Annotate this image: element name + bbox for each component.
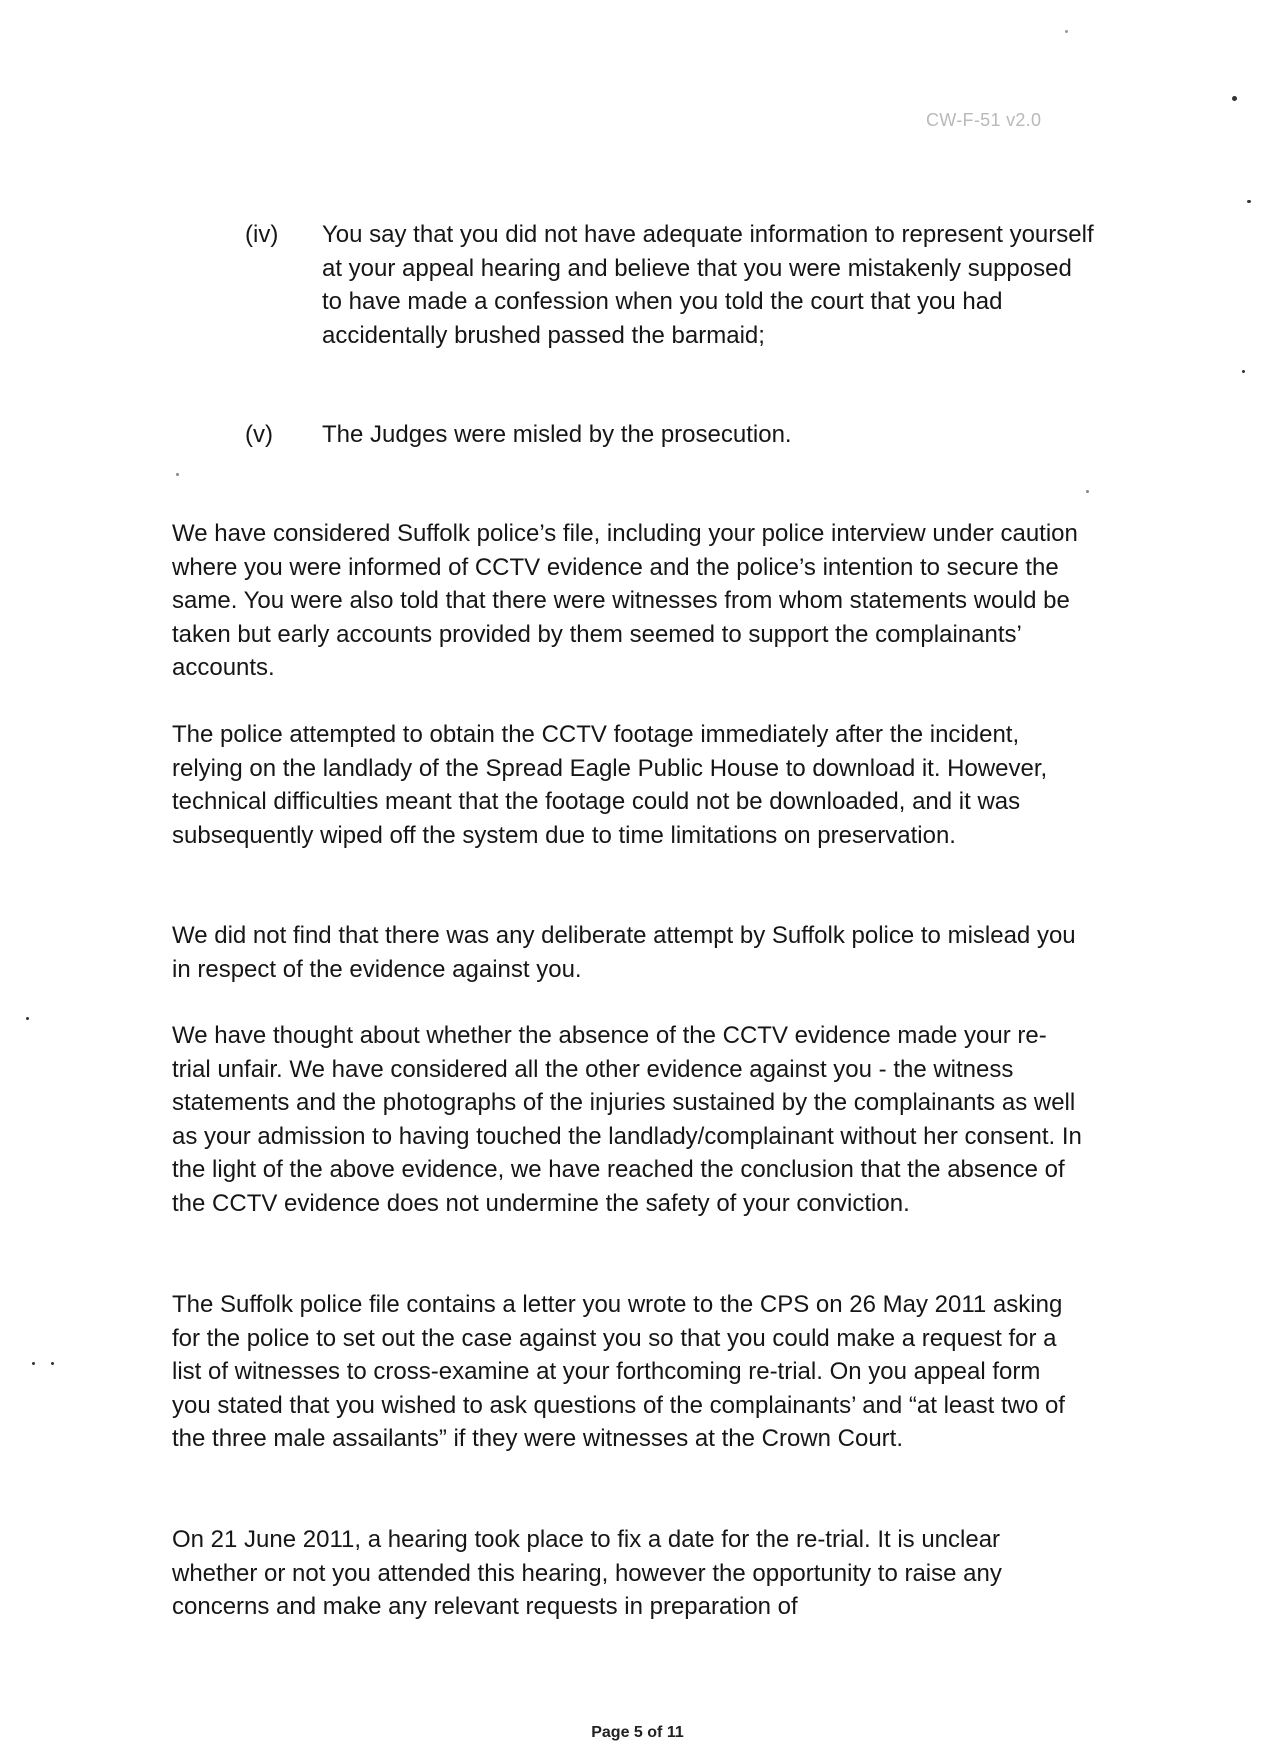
paragraph-retrial-fairness: We have thought about whether the absence of the CCTV evidence made your re-trial unfair. We have considered all the other evidence against you - the witness statements and the photographs of the injuries sustained by the complainants as well as your admission to having touched the landlady/complainant without her consent. In the light of the above evidence, we have reached the conclusion that the absence of the CCTV evidence does not undermine the safety of your conviction.	[172, 1022, 1082, 1217]
paragraph-no-deliberate-attempt: We did not find that there was any deliberate attempt by Suffolk police to mislead you in respect of the evidence against you.	[172, 922, 1076, 983]
list-item-iv	[245, 218, 1095, 352]
footer-page-number: 5	[633, 1724, 643, 1741]
page-footer	[0, 1724, 1275, 1742]
list-item-number: (iv)	[245, 221, 279, 248]
scan-speck	[1065, 30, 1068, 33]
scan-speck	[1086, 490, 1089, 493]
paragraph-cctv-footage: The police attempted to obtain the CCTV footage immediately after the incident, relying on the landlady of the Spread Eagle Public House to download it. However, technical difficulties meant that the footage could not be downloaded, and it was subsequently wiped off the system due to time limitations on preservation.	[172, 721, 1048, 849]
scan-speck	[51, 1362, 54, 1365]
footer-of-label: of	[647, 1724, 663, 1741]
footer-page-total: 11	[666, 1724, 684, 1741]
scan-speck	[1232, 96, 1237, 101]
paragraph-police-file: We have considered Suffolk police’s file, including your police interview under caution where you were informed of CCTV evidence and the police’s intention to secure the same. You were also told that there were witnesses from whom statements would be taken but early accounts provided by them seemed to support the complainants’ accounts.	[172, 520, 1078, 682]
scan-speck	[1242, 370, 1245, 373]
paragraph-letter-to-cps: The Suffolk police file contains a letter you wrote to the CPS on 26 May 2011 asking for the police to set out the case against you so that you could make a request for a list of witnesses to cross-examine at your forthcoming re-trial. On you appeal form you stated that you wished to ask questions of the complainants’ and “at least two of the three male assailants” if they were witnesses at the Crown Court.	[172, 1291, 1065, 1453]
list-item-text: You say that you did not have adequate information to represent yourself at your appeal hearing and believe that you were mistakenly supposed to have made a confession when you told the court that you had accidentally brushed passed the barmaid;	[322, 221, 1094, 349]
scan-speck	[26, 1017, 29, 1020]
paragraph-hearing-date: On 21 June 2011, a hearing took place to fix a date for the re-trial. It is unclear whether or not you attended this hearing, however the opportunity to raise any concerns and make any relevant requests in preparation of	[172, 1526, 1002, 1621]
scan-speck	[1247, 200, 1251, 203]
document-reference: CW-F-51 v2.0	[926, 110, 1042, 130]
footer-page-label: Page	[591, 1724, 630, 1741]
list-item-number: (v)	[245, 421, 273, 448]
scan-speck	[32, 1362, 35, 1365]
list-item-text: The Judges were misled by the prosecution.	[322, 421, 792, 448]
list-item-v	[245, 418, 1095, 452]
scan-speck	[176, 473, 179, 476]
